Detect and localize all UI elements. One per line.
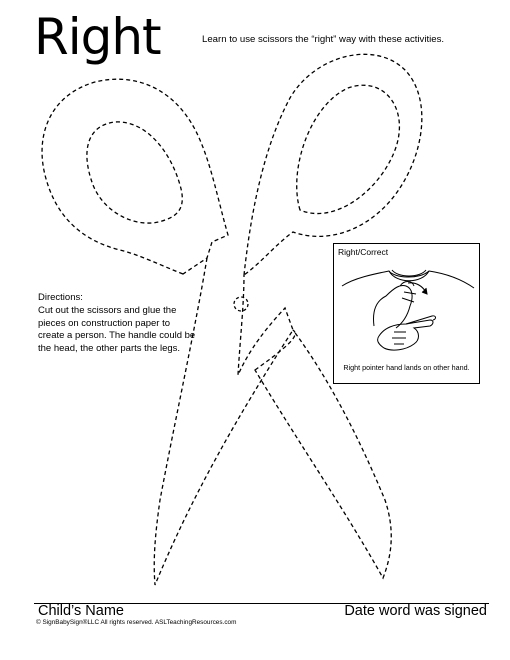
directions-block — [38, 292, 213, 356]
directions-line: Cut out the scissors and glue the — [38, 304, 177, 316]
sign-label: Right/Correct — [338, 247, 389, 257]
sign-caption: Right pointer hand lands on other hand. — [343, 363, 470, 372]
page-subtitle: Learn to use scissors the “right” way with these activities. — [202, 34, 445, 45]
child-name-label: Child’s Name — [38, 603, 124, 619]
right-hand-fingers — [400, 282, 416, 303]
torso-outline — [342, 271, 474, 288]
directions-line: pieces on construction paper to — [38, 317, 171, 329]
sign-illustration — [334, 256, 479, 361]
right-handle-hole — [297, 85, 400, 213]
left-hand — [374, 285, 413, 328]
pivot-screw — [234, 297, 248, 311]
left-handle-outline — [42, 79, 228, 274]
directions-line: create a person. The handle could be — [38, 330, 196, 342]
right-handle-outline — [244, 54, 422, 275]
knuckles — [392, 332, 406, 344]
copyright-notice: © SignBabySign®LLC All rights reserved. ASLTeachingResources.com — [36, 619, 237, 626]
directions-line: the head, the other parts the legs. — [38, 343, 181, 355]
left-handle-hole — [87, 122, 182, 223]
movement-arrowhead — [422, 288, 427, 294]
pointer-hand — [378, 320, 433, 350]
directions-heading: Directions: — [38, 292, 83, 303]
date-signed-label: Date word was signed — [344, 603, 487, 619]
sign-illustration-box — [333, 243, 480, 384]
page-title: Right — [34, 8, 161, 66]
